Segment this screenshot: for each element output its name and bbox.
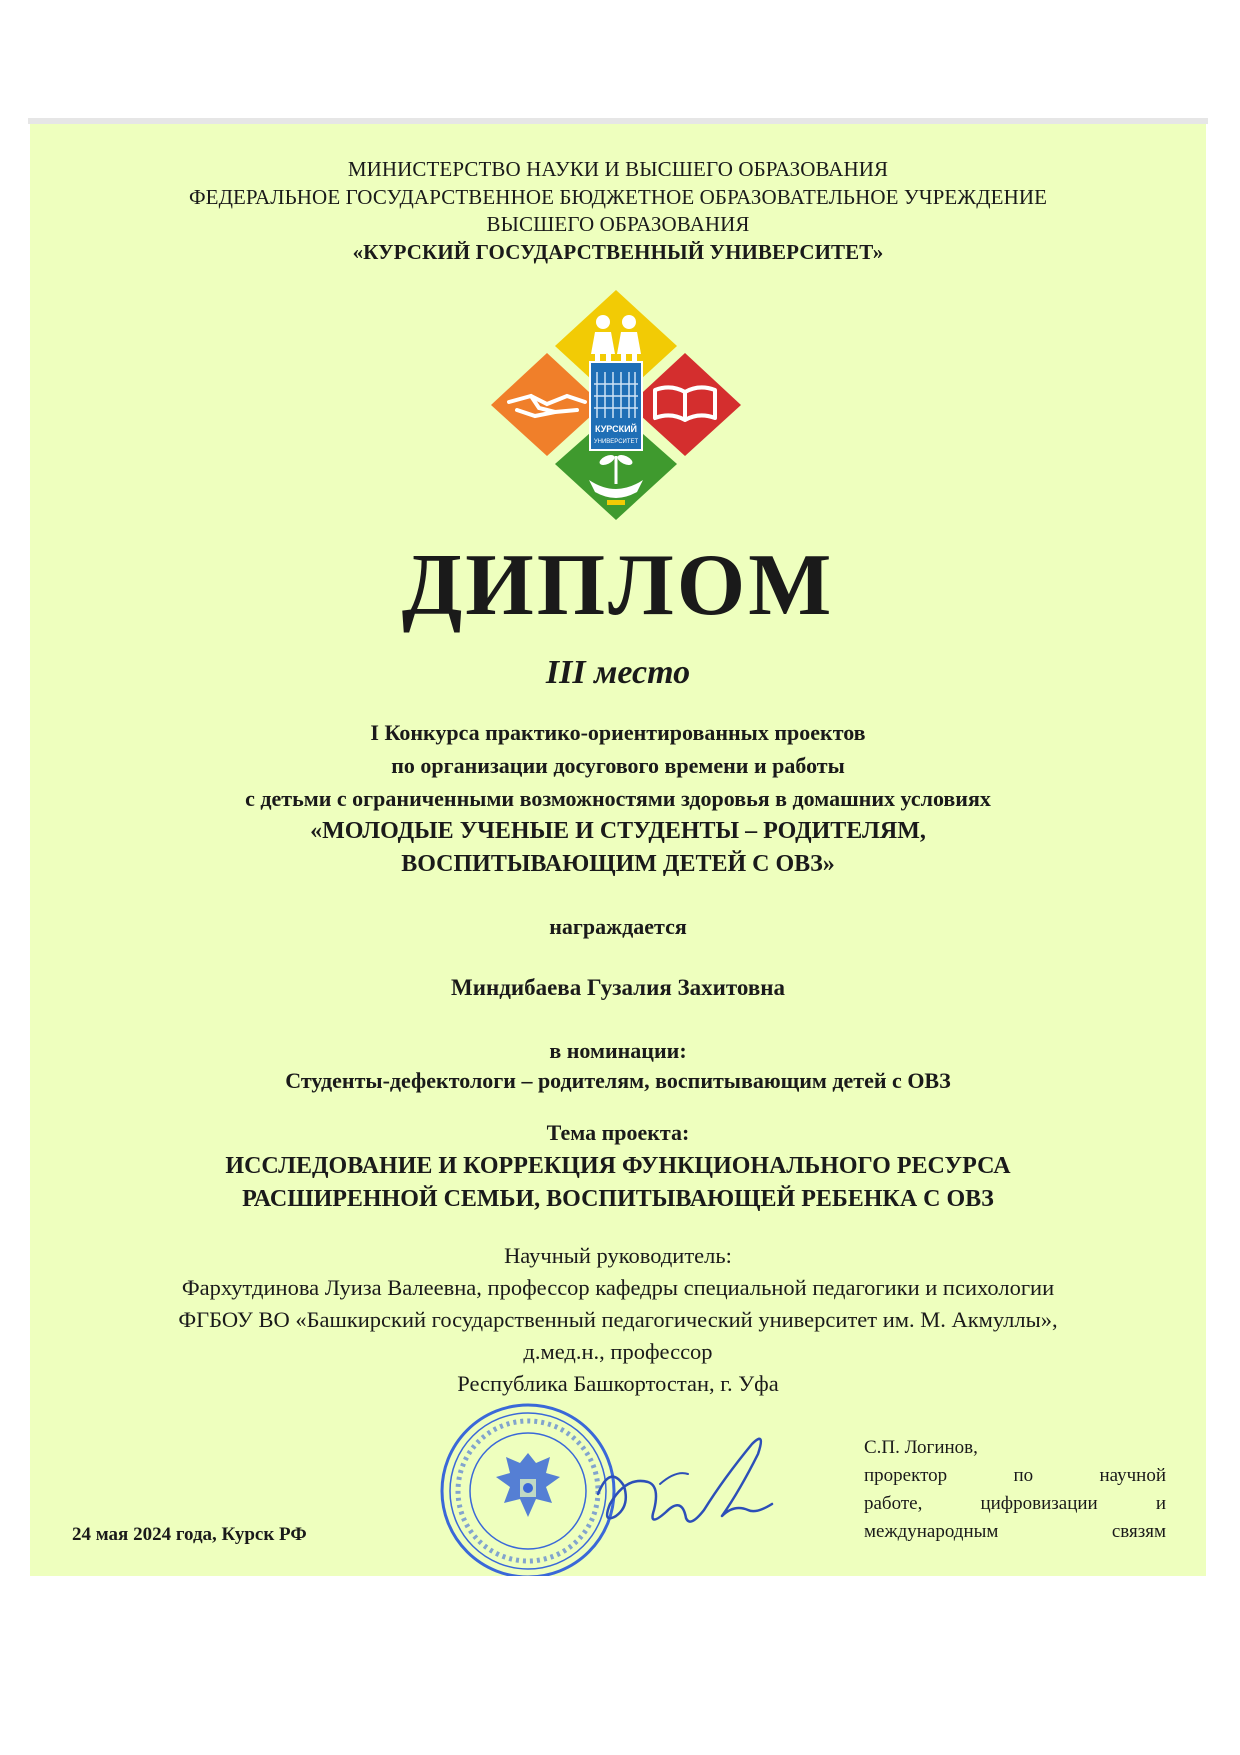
contest-line-1: I Конкурса практико-ориентированных проектов (370, 720, 866, 745)
issue-date: 24 мая 2024 года, Курск РФ (72, 1524, 307, 1545)
supervisor-label: Научный руководитель: (504, 1243, 732, 1268)
signer-position-line-1: проректор по научной (864, 1465, 1166, 1486)
header (30, 156, 1206, 266)
institution-type-line: ФЕДЕРАЛЬНОЕ ГОСУДАРСТВЕННОЕ БЮДЖЕТНОЕ ОБРАЗОВАТЕЛЬНОЕ УЧРЕЖДЕНИЕ (188, 184, 1048, 209)
diploma-title: ДИПЛОМ (401, 537, 835, 634)
education-level-line: ВЫСШЕГО ОБРАЗОВАНИЯ (486, 212, 750, 236)
supervisor-line-3: д.мед.н., профессор (523, 1339, 713, 1364)
signature (590, 1424, 800, 1544)
topic-line-2: РАСШИРЕННОЙ СЕМЬИ, ВОСПИТЫВАЮЩЕЙ РЕБЕНКА С ОВЗ (242, 1186, 994, 1212)
contest-line-3: с детьми с ограниченными возможностями здоровья в домашних условиях (245, 786, 991, 811)
supervisor-block (30, 1240, 1206, 1400)
place: III место (545, 654, 691, 691)
university-name: «КУРСКИЙ ГОСУДАРСТВЕННЫЙ УНИВЕРСИТЕТ» (352, 239, 884, 264)
diploma (30, 124, 1206, 1576)
signer-block (864, 1434, 1166, 1546)
eagle-emblem-icon (496, 1453, 560, 1517)
recipient-name: Миндибаева Гузалия Захитовна (450, 975, 786, 1000)
logo-center-tile (590, 362, 642, 450)
signer-position-line-3: международным связям (864, 1521, 1166, 1542)
university-logo (481, 284, 751, 526)
supervisor-line-4: Республика Башкортостан, г. Уфа (457, 1371, 779, 1396)
contest-line-2: по организации досугового времени и работы (391, 753, 845, 778)
signer-name: С.П. Логинов, (864, 1437, 978, 1458)
nomination-label: в номинации: (549, 1038, 687, 1063)
supervisor-line-2: ФГБОУ ВО «Башкирский государственный педагогический университет им. М. Акмуллы», (178, 1307, 1058, 1332)
topic-label: Тема проекта: (546, 1120, 690, 1145)
contest-description (30, 716, 1206, 881)
awarded-label: награждается (549, 914, 687, 939)
logo-text-line1: КУРСКИЙ (594, 424, 638, 434)
supervisor-line-1: Фархутдинова Луиза Валеевна, профессор кафедры специальной педагогики и психологии (181, 1275, 1055, 1300)
contest-name-line-1: «МОЛОДЫЕ УЧЕНЫЕ И СТУДЕНТЫ – РОДИТЕЛЯМ, (310, 818, 926, 844)
contest-name-line-2: ВОСПИТЫВАЮЩИМ ДЕТЕЙ С ОВЗ» (401, 851, 835, 877)
project-topic (30, 1150, 1206, 1216)
topic-line-1: ИССЛЕДОВАНИЕ И КОРРЕКЦИЯ ФУНКЦИОНАЛЬНОГО РЕСУРСА (225, 1153, 1011, 1179)
logo-text-line2: УНИВЕРСИТЕТ (593, 439, 639, 445)
signer-position-line-2: работе, цифровизации и (864, 1493, 1166, 1514)
nomination-value: Студенты-дефектологи – родителям, воспитывающим детей с ОВЗ (285, 1068, 951, 1093)
ministry-line: МИНИСТЕРСТВО НАУКИ И ВЫСШЕГО ОБРАЗОВАНИЯ (347, 157, 889, 181)
